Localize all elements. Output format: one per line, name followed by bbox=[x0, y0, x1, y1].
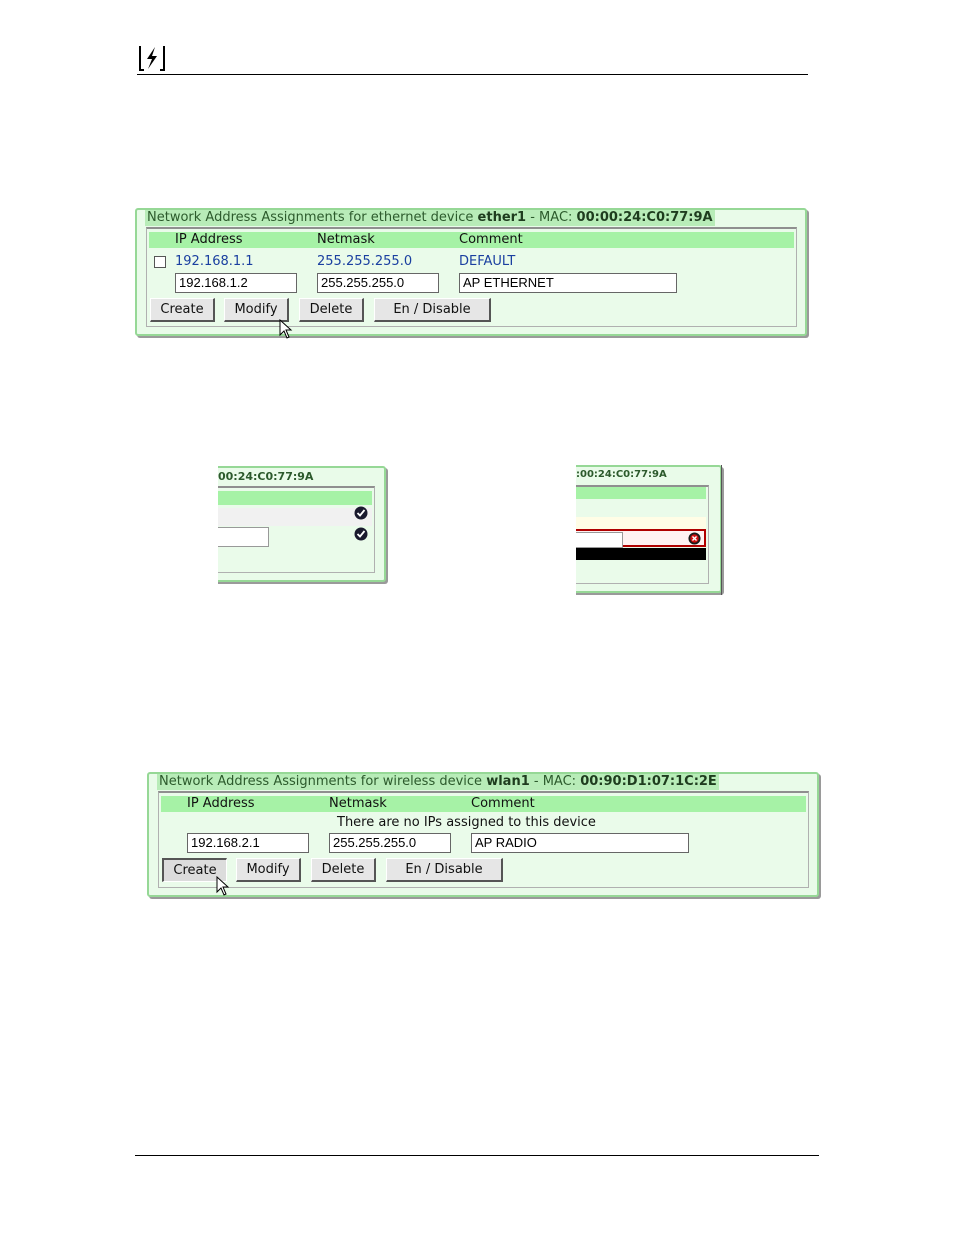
error-crop-mac: :00:24:C0:77:9A bbox=[576, 469, 667, 480]
delete-button[interactable]: Delete bbox=[299, 298, 364, 322]
ip-address-input[interactable]: 192.168.2.1 bbox=[187, 833, 309, 853]
error-status-crop bbox=[576, 465, 724, 595]
wireless-table bbox=[158, 791, 809, 888]
mouse-pointer-icon bbox=[216, 876, 230, 896]
header-rule bbox=[137, 74, 808, 75]
success-crop-mac: 00:24:C0:77:9A bbox=[218, 470, 314, 483]
header-ip-address: IP Address bbox=[175, 232, 243, 247]
no-ips-message: There are no IPs assigned to this device bbox=[337, 815, 596, 830]
row-ip-address[interactable]: 192.168.1.1 bbox=[175, 254, 254, 269]
ethernet-address-panel bbox=[135, 208, 807, 336]
error-row-bar bbox=[576, 548, 706, 560]
lightning-logo-icon bbox=[137, 44, 167, 72]
wireless-device-name: wlan1 bbox=[486, 774, 530, 789]
check-ok-icon bbox=[354, 506, 368, 520]
wireless-panel-title: Network Address Assignments for wireless device wlan1 - MAC: 00:90:D1:07:1C:2E bbox=[159, 774, 717, 789]
error-x-icon bbox=[688, 532, 701, 545]
header-comment: Comment bbox=[471, 796, 535, 811]
ip-address-input[interactable]: 192.168.1.2 bbox=[175, 273, 297, 293]
header-ip-address: IP Address bbox=[187, 796, 255, 811]
wireless-table-header bbox=[161, 796, 806, 812]
row-comment: DEFAULT bbox=[459, 254, 516, 269]
row-netmask: 255.255.255.0 bbox=[317, 254, 413, 269]
enable-disable-button[interactable]: En / Disable bbox=[386, 858, 503, 882]
create-button[interactable]: Create bbox=[150, 298, 215, 322]
wireless-mac-address: 00:90:D1:07:1C:2E bbox=[580, 774, 717, 789]
footer-rule bbox=[135, 1155, 819, 1156]
header-comment: Comment bbox=[459, 232, 523, 247]
mouse-pointer-icon bbox=[279, 319, 293, 339]
ethernet-table-header bbox=[149, 232, 794, 248]
comment-input[interactable]: AP RADIO bbox=[471, 833, 689, 853]
header-netmask: Netmask bbox=[317, 232, 375, 247]
create-button[interactable]: Create bbox=[162, 858, 227, 882]
ethernet-panel-title: Network Address Assignments for ethernet device ether1 - MAC: 00:00:24:C0:77:9A bbox=[147, 210, 713, 225]
ethernet-device-name: ether1 bbox=[477, 210, 527, 225]
row-select-checkbox[interactable] bbox=[154, 256, 166, 268]
delete-button[interactable]: Delete bbox=[311, 858, 376, 882]
wireless-address-panel bbox=[147, 772, 819, 897]
error-row-highlight bbox=[576, 529, 706, 547]
ethernet-mac-address: 00:00:24:C0:77:9A bbox=[576, 210, 713, 225]
ethernet-table bbox=[146, 227, 797, 327]
netmask-input[interactable]: 255.255.255.0 bbox=[317, 273, 439, 293]
netmask-input[interactable]: 255.255.255.0 bbox=[329, 833, 451, 853]
success-status-crop bbox=[218, 466, 388, 584]
enable-disable-button[interactable]: En / Disable bbox=[374, 298, 491, 322]
modify-button[interactable]: Modify bbox=[224, 298, 289, 322]
comment-input[interactable]: AP ETHERNET bbox=[459, 273, 677, 293]
header-netmask: Netmask bbox=[329, 796, 387, 811]
modify-button[interactable]: Modify bbox=[236, 858, 301, 882]
check-ok-icon bbox=[354, 527, 368, 541]
